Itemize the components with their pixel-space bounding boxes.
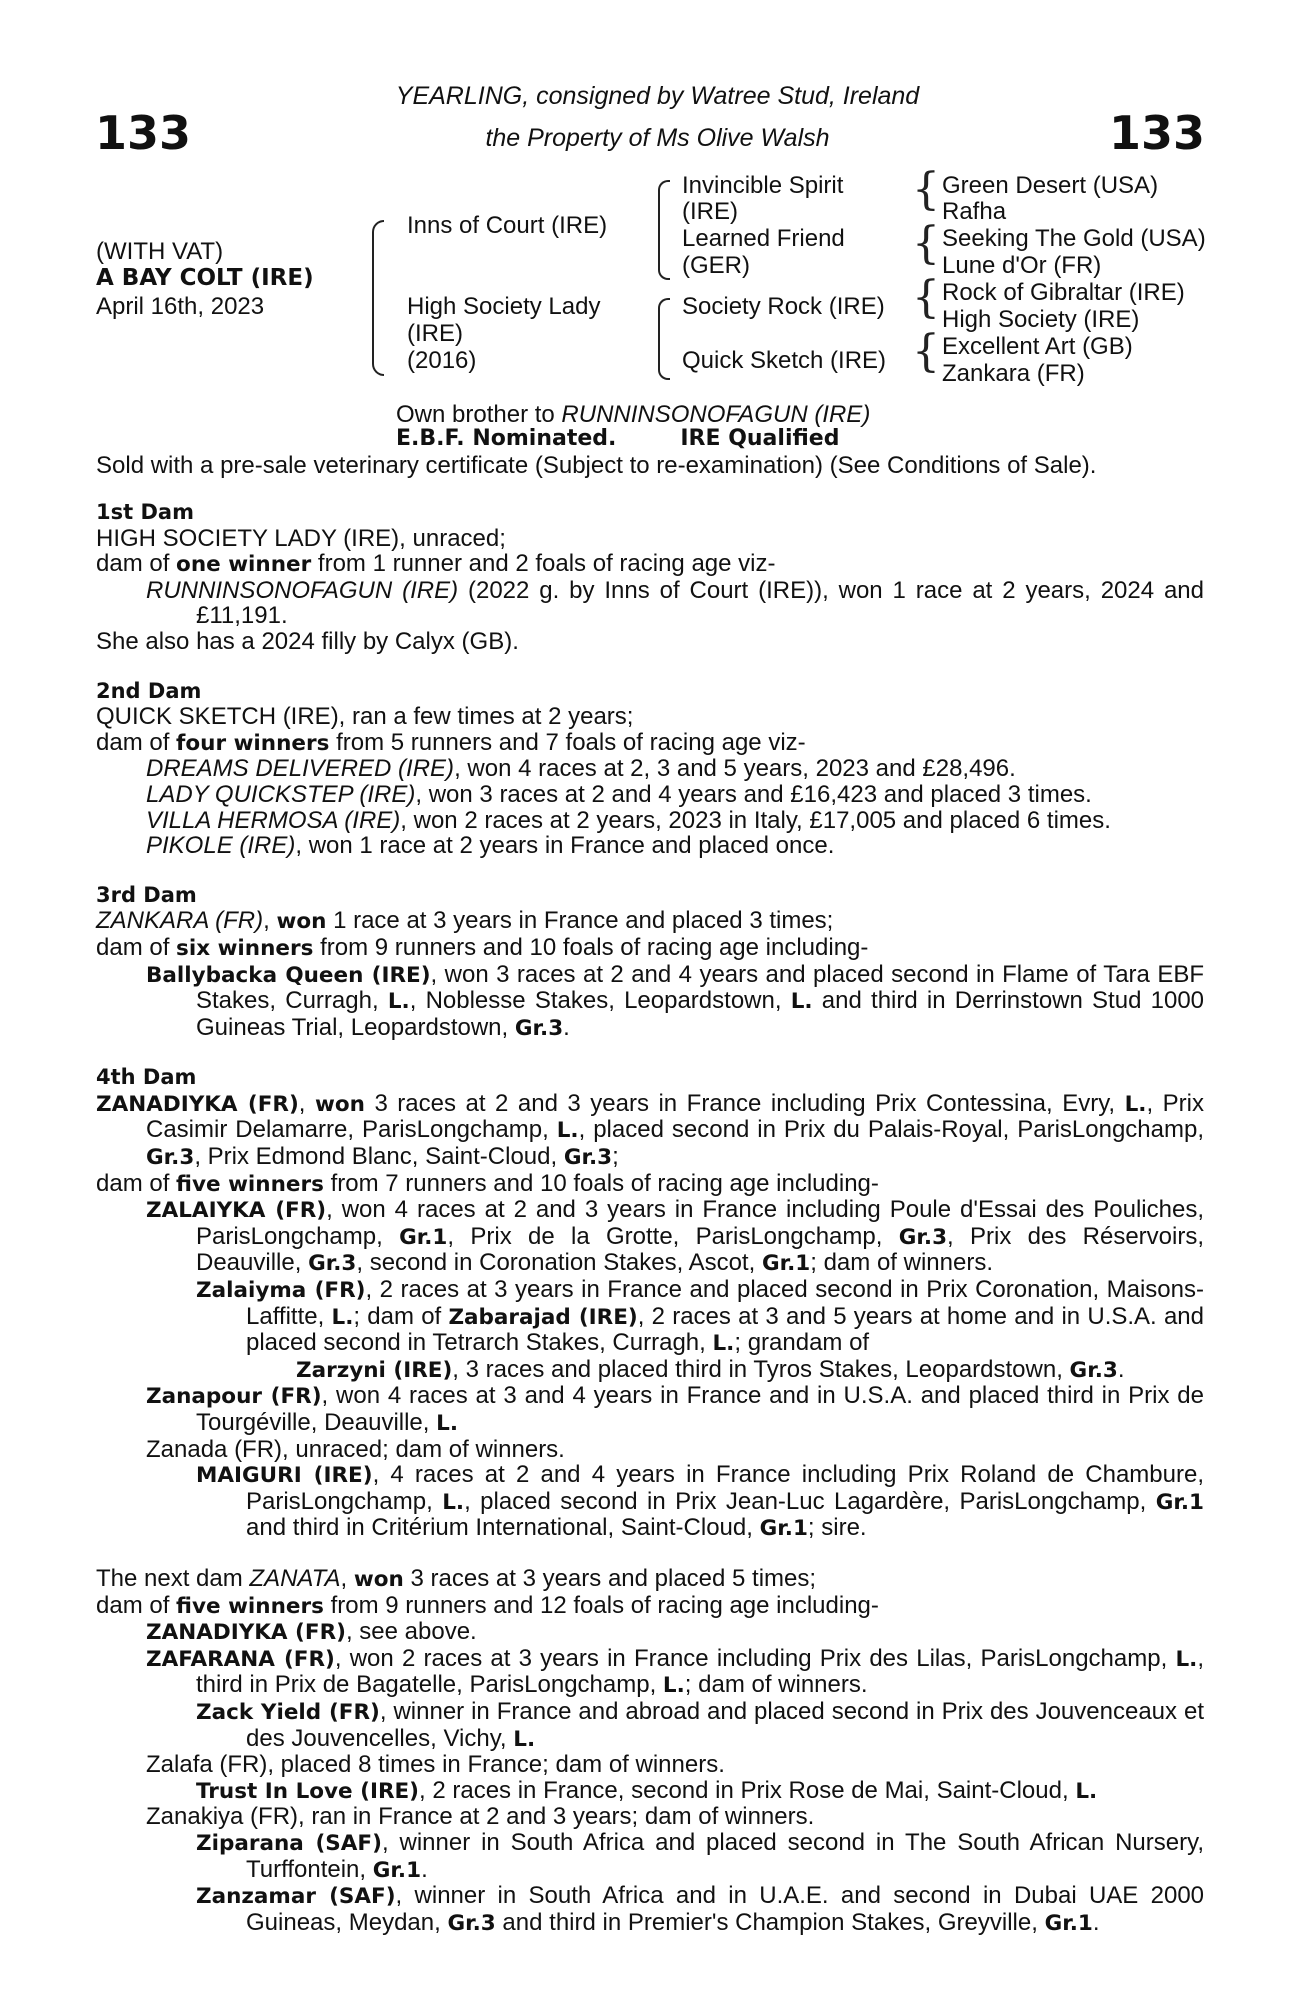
dam-summary: dam of five winners from 7 runners and 10 foals of racing age including-: [96, 1169, 879, 1197]
vet-certificate-note: Sold with a pre-sale veterinary certificate (Subject to re-examination) (See Conditions of Sale).: [96, 452, 1097, 479]
progeny-entry: RUNNINSONOFAGUN (IRE) (2022 g. by Inns of Court (IRE)), won 1 race at 2 years, 2024 and £11,191.: [146, 576, 1205, 630]
dam-line: The next dam ZANATA, won 3 races at 3 years and placed 5 times;: [96, 1564, 817, 1592]
pedigree-brace-sire: [658, 180, 670, 280]
progeny-entry: MAIGURI (IRE), 4 races at 2 and 4 years in France including Prix Roland de Chambure, ParisLongchamp, L., placed second in Prix Jean-Luc Lagardère, ParisLongchamp, Gr.1 and third in Critérium International, Saint-Cloud, Gr.1; sire.: [196, 1461, 1204, 1542]
sire-sire: Invincible Spirit: [682, 172, 844, 199]
third-dam-section: [96, 883, 1204, 1042]
qualification-line: [396, 426, 839, 451]
g-dds: Excellent Art (GB): [942, 333, 1133, 360]
consignment-line: YEARLING, consigned by Watree Stud, Ireland: [395, 82, 920, 110]
horse-name: A BAY COLT (IRE): [96, 265, 314, 291]
progeny-entry: ZAFARANA (FR), won 2 races at 3 years in France including Prix des Lilas, ParisLongchamp, L., third in Prix de Bagatelle, ParisLongchamp, L.; dam of winners.: [146, 1644, 1205, 1699]
dam-line: ZANADIYKA (FR), won 3 races at 2 and 3 years in France including Prix Contessina, Evry, L., Prix Casimir Delamarre, ParisLongchamp, L., placed second in Prix du Palais-Royal, ParisLongchamp, Gr.3, Prix Edmond Blanc, Saint-Cloud, Gr.3;: [96, 1089, 1204, 1171]
sire: Inns of Court (IRE): [407, 212, 608, 239]
pedigree-brace-main: [372, 220, 384, 376]
progeny-entry: Zalafa (FR), placed 8 times in France; dam of winners.: [146, 1751, 725, 1779]
lot-number-left: 133: [95, 106, 192, 160]
second-dam-section: [96, 679, 1204, 859]
g-ssd: Rafha: [942, 198, 1007, 225]
foaling-date: April 16th, 2023: [96, 293, 265, 320]
dam-line: ZANKARA (FR), won 1 race at 3 years in France and placed 3 times;: [96, 907, 834, 935]
progeny-entry: PIKOLE (IRE), won 1 race at 2 years in France and placed once.: [146, 832, 835, 860]
brace-g1: {: [912, 164, 940, 215]
g-sss: Green Desert (USA): [942, 172, 1159, 199]
ire-qualified: IRE Qualified: [680, 426, 840, 451]
progeny-entry: DREAMS DELIVERED (IRE), won 4 races at 2, 3 and 5 years, 2023 and £28,496.: [146, 755, 1016, 783]
progeny-entry: Zarzyni (IRE), 3 races and placed third in Tyros Stakes, Leopardstown, Gr.3.: [296, 1355, 1125, 1383]
dam-summary: dam of one winner from 1 runner and 2 foals of racing age viz-: [96, 550, 776, 578]
progeny-entry: Zalaiyma (FR), 2 races at 3 years in France and placed second in Prix Coronation, Maisons-Laffitte, L.; dam of Zabarajad (IRE), 2 races at 3 and 5 years at home and in U.S.A. and placed second in Tetrarch Stakes, Curragh, L.; grandam of: [196, 1276, 1204, 1357]
g-dss: Rock of Gibraltar (IRE): [942, 279, 1185, 306]
dam-sire: Society Rock (IRE): [682, 293, 885, 320]
progeny-entry: Zanada (FR), unraced; dam of winners.: [146, 1435, 565, 1463]
dam-note: She also has a 2024 filly by Calyx (GB).: [96, 627, 519, 655]
fourth-dam-section: [96, 1065, 1204, 1542]
progeny-entry: ZALAIYKA (FR), won 4 races at 2 and 3 years in France including Poule d'Essai des Pouliches, ParisLongchamp, Gr.1, Prix de la Grotte, ParisLongchamp, Gr.3, Prix des Réservoirs, Deauville, Gr.3, second in Coronation Stakes, Ascot, Gr.1; dam of winners.: [146, 1196, 1204, 1277]
progeny-entry: ZANADIYKA (FR), see above.: [146, 1618, 477, 1646]
brace-g2: {: [912, 218, 940, 269]
section-heading: 2nd Dam: [96, 678, 202, 703]
g-sds: Seeking The Gold (USA): [942, 225, 1206, 252]
section-heading: 3rd Dam: [96, 882, 197, 907]
catalogue-body: [96, 500, 1204, 1960]
own-brother-note: [396, 401, 870, 429]
lot-number-right: 133: [1108, 106, 1205, 160]
dam-line: HIGH SOCIETY LADY (IRE), unraced;: [96, 524, 506, 552]
brace-g4: {: [912, 326, 940, 377]
sire-dam-country: (GER): [682, 252, 750, 279]
first-dam-section: [96, 500, 1204, 655]
progeny-entry: Zack Yield (FR), winner in France and abroad and placed second in Prix des Jouvenceaux et des Jouvencelles, Vichy, L.: [196, 1697, 1204, 1752]
next-dam-section: [96, 1566, 1204, 1936]
dam-line: QUICK SKETCH (IRE), ran a few times at 2 years;: [96, 703, 634, 731]
brace-g3: {: [912, 272, 940, 323]
g-dsd: High Society (IRE): [942, 306, 1140, 333]
vat-note: (WITH VAT): [96, 238, 224, 265]
section-heading: 1st Dam: [96, 500, 194, 524]
progeny-entry: Zanzamar (SAF), winner in South Africa and in U.A.E. and second in Dubai UAE 2000 Guineas, Meydan, Gr.3 and third in Premier's Champion Stakes, Greyville, Gr.1.: [196, 1882, 1205, 1936]
dam-summary: dam of four winners from 5 runners and 7 foals of racing age viz-: [96, 728, 806, 756]
dam: High Society Lady: [407, 293, 601, 320]
sire-sire-country: (IRE): [682, 198, 738, 225]
ebf-nominated: E.B.F. Nominated.: [396, 426, 617, 451]
dam-summary: dam of five winners from 9 runners and 12 foals of racing age including-: [96, 1591, 879, 1619]
dam-dam: Quick Sketch (IRE): [682, 347, 887, 374]
g-ddd: Zankara (FR): [942, 360, 1085, 387]
own-brother-name: RUNNINSONOFAGUN (IRE): [561, 401, 871, 428]
property-line: the Property of Ms Olive Walsh: [485, 124, 830, 152]
progeny-entry: Zanakiya (FR), ran in France at 2 and 3 years; dam of winners.: [146, 1803, 815, 1831]
dam-summary: dam of six winners from 9 runners and 10 foals of racing age including-: [96, 933, 869, 961]
progeny-entry: Trust In Love (IRE), 2 races in France, second in Prix Rose de Mai, Saint-Cloud, L.: [196, 1776, 1098, 1804]
sire-dam: Learned Friend: [682, 225, 845, 252]
progeny-entry: Ziparana (SAF), winner in South Africa and placed second in The South African Nursery, Turffontein, Gr.1.: [196, 1828, 1204, 1883]
progeny-entry: Ballybacka Queen (IRE), won 3 races at 2 and 4 years and placed second in Flame of Tara EBF Stakes, Curragh, L., Noblesse Stakes, Leopardstown, L. and third in Derrinstown Stud 1000 Guineas Trial, Leopardstown, Gr.3.: [146, 960, 1205, 1041]
dam-year: (2016): [407, 347, 477, 374]
dam-country: (IRE): [407, 320, 463, 347]
g-sdd: Lune d'Or (FR): [942, 252, 1102, 279]
section-heading: 4th Dam: [96, 1065, 197, 1090]
progeny-entry: VILLA HERMOSA (IRE), won 2 races at 2 years, 2023 in Italy, £17,005 and placed 6 times.: [146, 806, 1111, 834]
pedigree-brace-dam: [658, 298, 670, 380]
progeny-entry: Zanapour (FR), won 4 races at 3 and 4 years in France and in U.S.A. and placed third in Prix de Tourgéville, Deauville, L.: [146, 1382, 1204, 1436]
progeny-entry: LADY QUICKSTEP (IRE), won 3 races at 2 and 4 years and £16,423 and placed 3 times.: [146, 780, 1092, 808]
own-prefix: Own brother to: [396, 401, 562, 428]
